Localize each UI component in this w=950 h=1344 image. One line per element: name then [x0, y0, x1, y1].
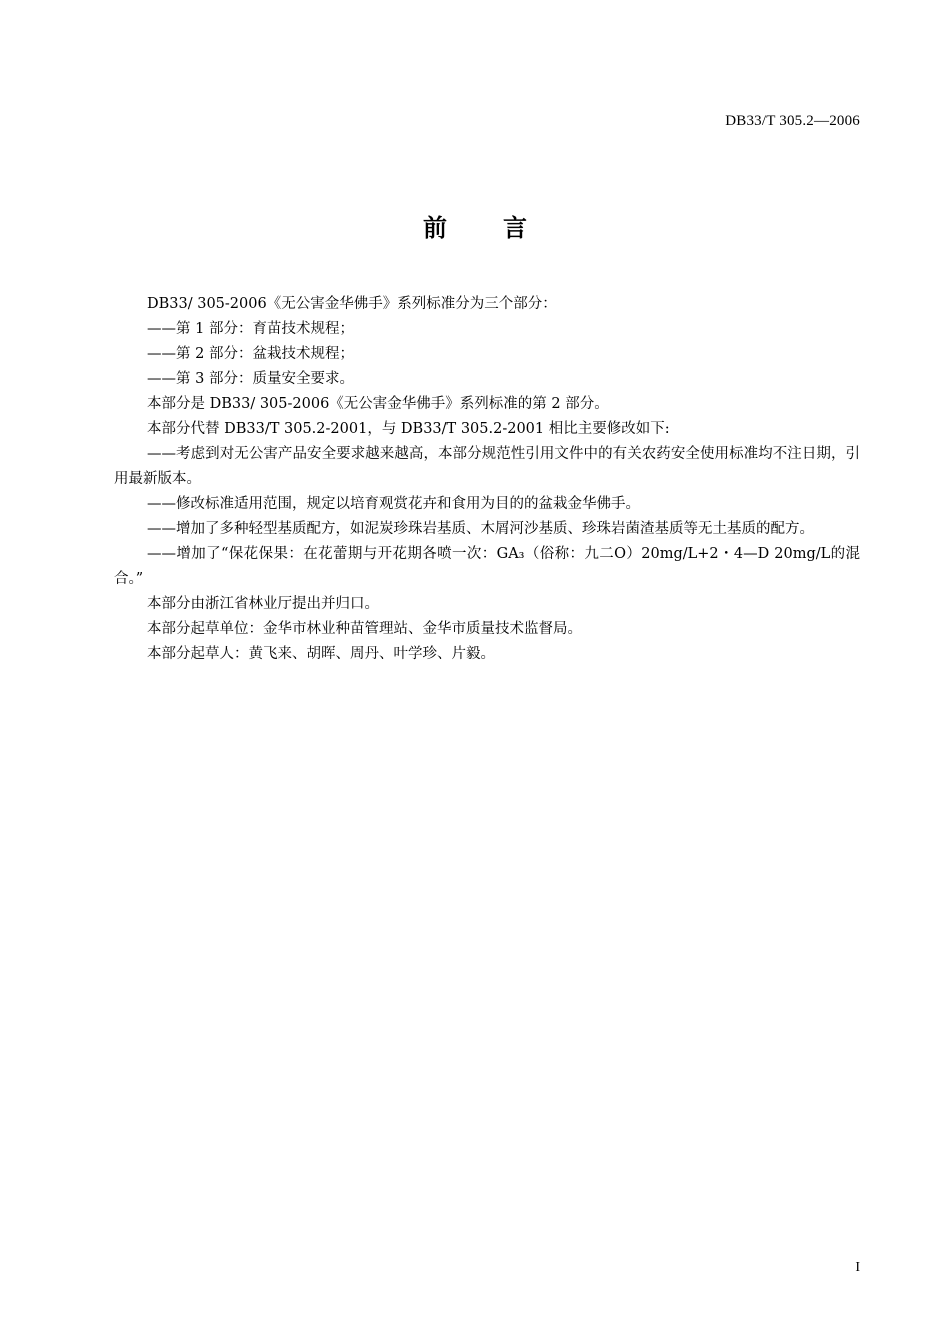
paragraph: ——增加了“保花保果：在花蕾期与开花期各喷一次：GA₃（俗称：九二O）20mg/L+2・4—D 20mg/L的混合。”: [114, 546, 860, 587]
paragraph: 本部分起草人：黄飞来、胡晖、周丹、叶学珍、片毅。: [147, 646, 495, 662]
paragraph: 本部分是 DB33/ 305-2006《无公害金华佛手》系列标准的第 2 部分。: [147, 396, 609, 412]
foreword-body: [114, 292, 860, 667]
paragraph: ——第 1 部分：育苗技术规程；: [147, 321, 354, 337]
paragraph: ——考虑到对无公害产品安全要求越来越高，本部分规范性引用文件中的有关农药安全使用标准均不注日期，引用最新版本。: [114, 446, 860, 487]
paragraph: ——第 2 部分：盆栽技术规程；: [147, 346, 354, 362]
paragraph: ——修改标准适用范围，规定以培育观赏花卉和食用为目的的盆栽金华佛手。: [147, 496, 640, 512]
paragraph: DB33/ 305-2006《无公害金华佛手》系列标准分为三个部分：: [147, 296, 557, 312]
paragraph: ——第 3 部分：质量安全要求。: [147, 371, 354, 387]
title-char-2: 言: [503, 214, 527, 242]
paragraph: 本部分代替 DB33/T 305.2-2001，与 DB33/T 305.2-2001 相比主要修改如下:: [147, 421, 670, 437]
paragraph: ——增加了多种轻型基质配方，如泥炭珍珠岩基质、木屑河沙基质、珍珠岩菌渣基质等无土基质的配方。: [147, 521, 814, 537]
title-char-1: 前: [423, 214, 447, 242]
page-title: [0, 208, 950, 243]
standard-code: DB33/T 305.2—2006: [725, 113, 860, 129]
paragraph: 本部分起草单位：金华市林业种苗管理站、金华市质量技术监督局。: [147, 621, 582, 637]
paragraph: 本部分由浙江省林业厅提出并归口。: [147, 596, 379, 612]
page-number: I: [855, 1260, 860, 1275]
